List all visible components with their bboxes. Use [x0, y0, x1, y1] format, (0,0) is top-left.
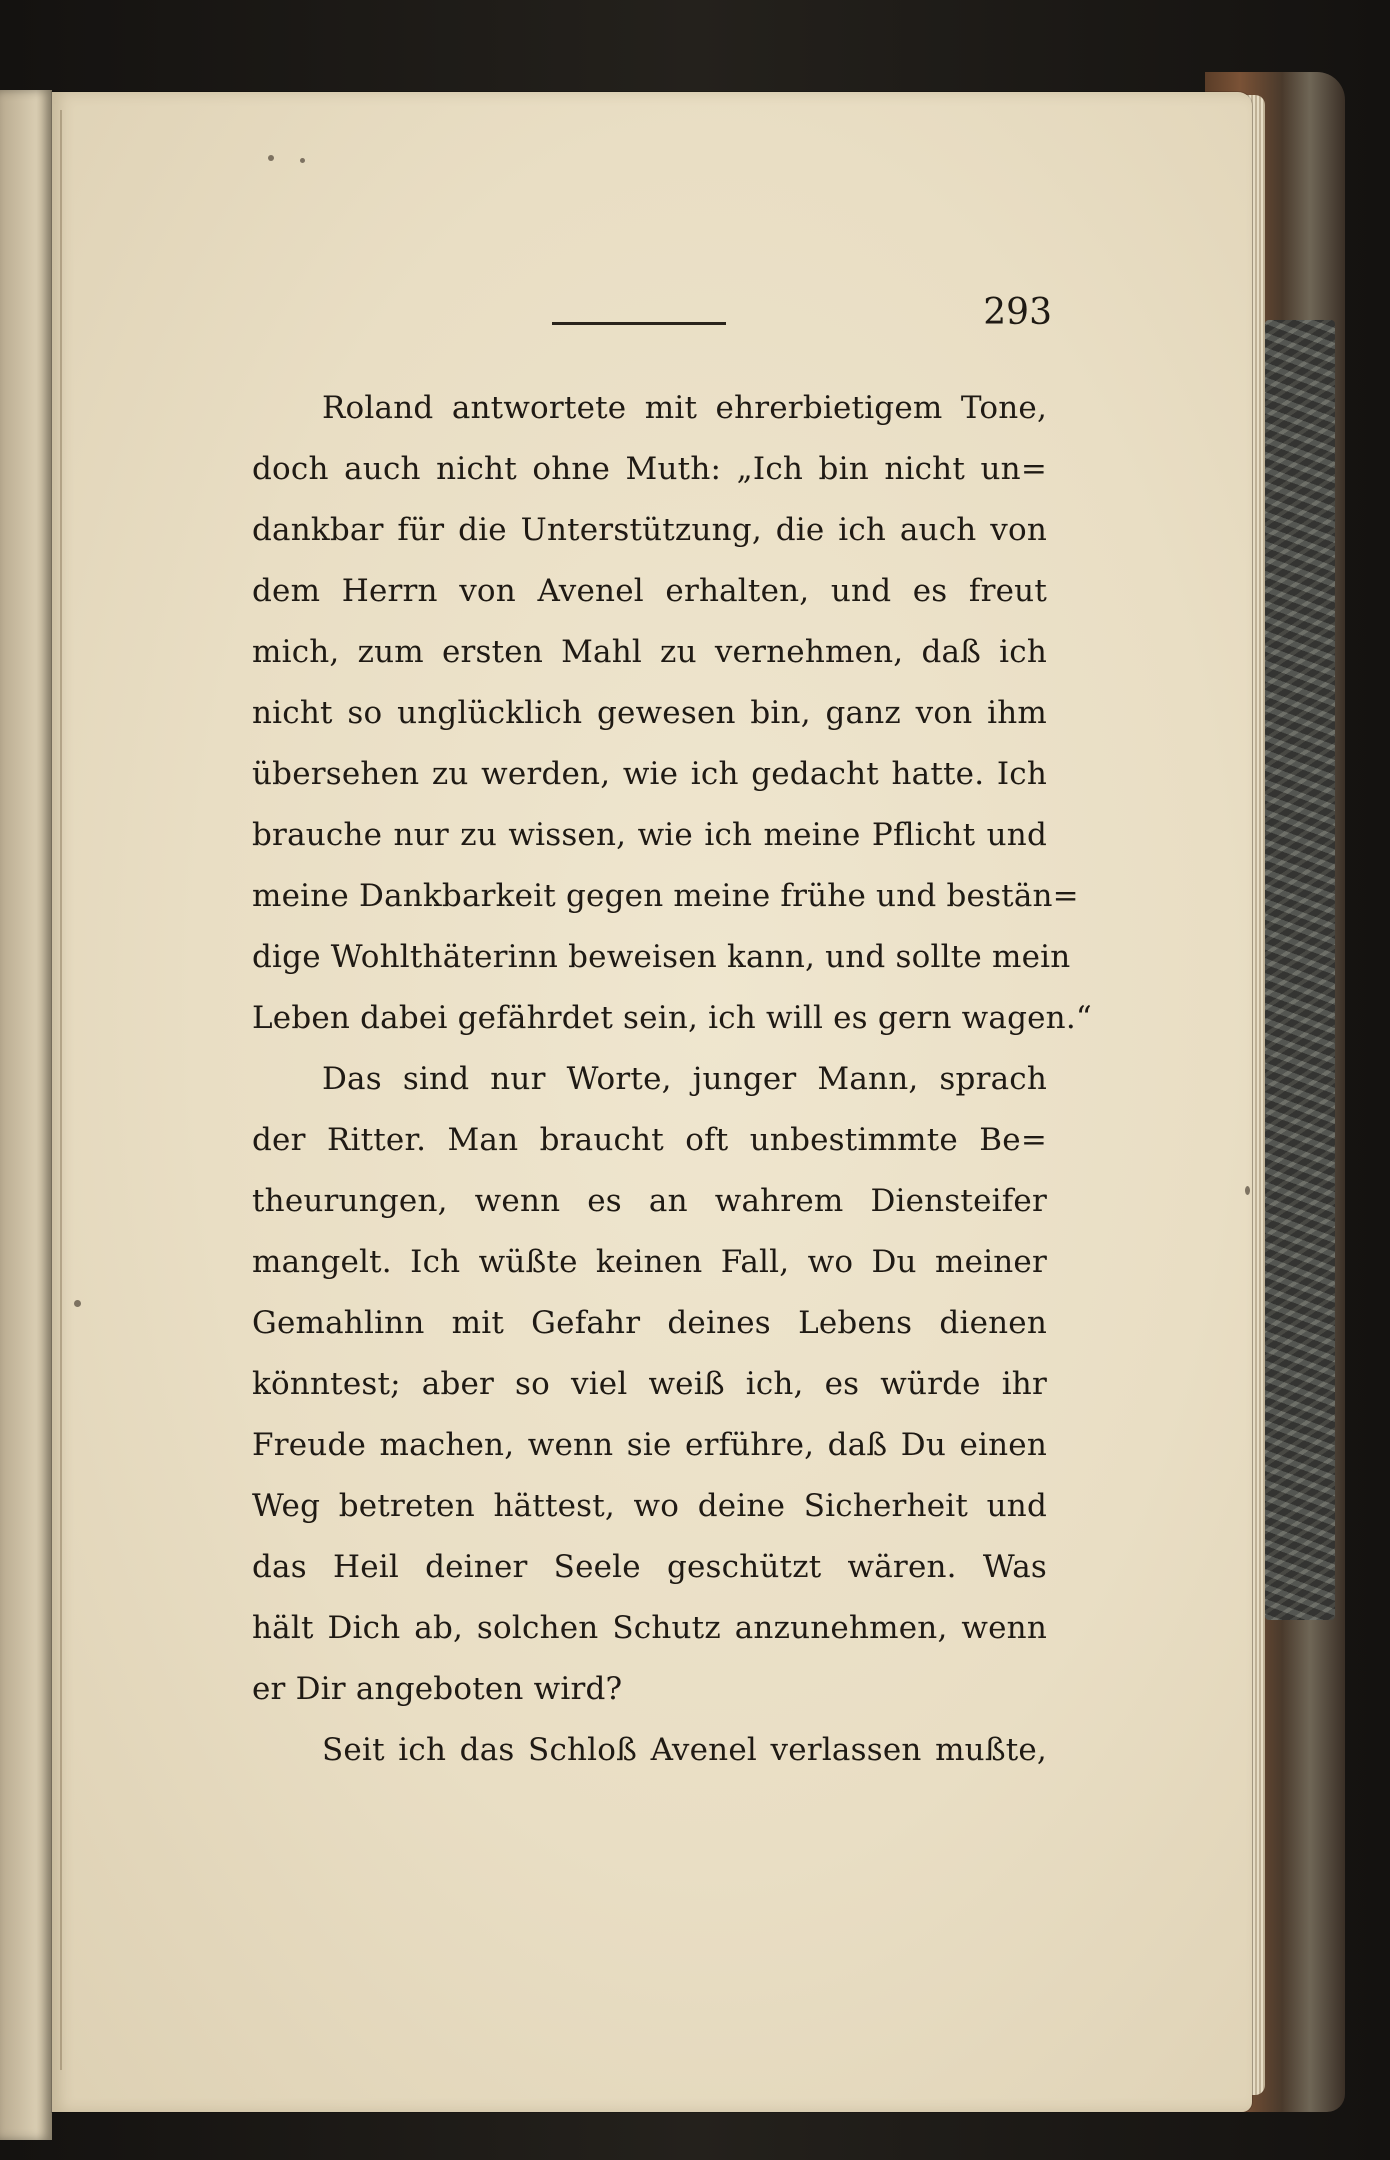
ink-speck: [268, 155, 274, 161]
cover-marbling: [1265, 320, 1335, 1620]
text-line: Gemahlinn mit Gefahr deines Lebens dienen: [252, 1305, 1047, 1341]
page-number: 293: [983, 292, 1052, 333]
text-line: dem Herrn von Avenel erhalten, und es freut: [252, 573, 1047, 609]
text-line: theurungen, wenn es an wahrem Diensteifer: [252, 1183, 1047, 1219]
text-line: Leben dabei gefährdet sein, ich will es gern wagen.“: [252, 1000, 1092, 1036]
text-line: hält Dich ab, solchen Schutz anzunehmen, wenn: [252, 1610, 1047, 1646]
text-line: übersehen zu werden, wie ich gedacht hatte. Ich: [252, 756, 1047, 792]
text-line: der Ritter. Man braucht oft unbestimmte Be=: [252, 1122, 1047, 1158]
text-line: Freude machen, wenn sie erführe, daß Du einen: [252, 1427, 1047, 1463]
text-line: brauche nur zu wissen, wie ich meine Pflicht und: [252, 817, 1047, 853]
gutter-line: [60, 110, 62, 2070]
text-line: Roland antwortete mit ehrerbietigem Tone,: [322, 390, 1047, 426]
text-line: doch auch nicht ohne Muth: „Ich bin nicht un=: [252, 451, 1047, 487]
text-line: könntest; aber so viel weiß ich, es würde ihr: [252, 1366, 1047, 1402]
header-rule: [552, 322, 726, 325]
facing-page-edge: [0, 90, 52, 2140]
ink-speck: [74, 1300, 81, 1307]
text-line: mangelt. Ich wüßte keinen Fall, wo Du meiner: [252, 1244, 1047, 1280]
text-line: Seit ich das Schloß Avenel verlassen mußte,: [322, 1732, 1047, 1768]
text-line: er Dir angeboten wird?: [252, 1671, 623, 1707]
ink-speck: [1245, 1186, 1250, 1195]
text-line: Weg betreten hättest, wo deine Sicherheit und: [252, 1488, 1047, 1524]
text-line: das Heil deiner Seele geschützt wären. Was: [252, 1549, 1047, 1585]
text-line: dige Wohlthäterinn beweisen kann, und sollte mein: [252, 939, 1071, 975]
text-line: Das sind nur Worte, junger Mann, sprach: [322, 1061, 1047, 1097]
text-line: dankbar für die Unterstützung, die ich auch von: [252, 512, 1047, 548]
text-line: mich, zum ersten Mahl zu vernehmen, daß ich: [252, 634, 1047, 670]
ink-speck: [300, 158, 305, 163]
text-line: meine Dankbarkeit gegen meine frühe und bestän=: [252, 878, 1079, 914]
text-line: nicht so unglücklich gewesen bin, ganz von ihm: [252, 695, 1047, 731]
